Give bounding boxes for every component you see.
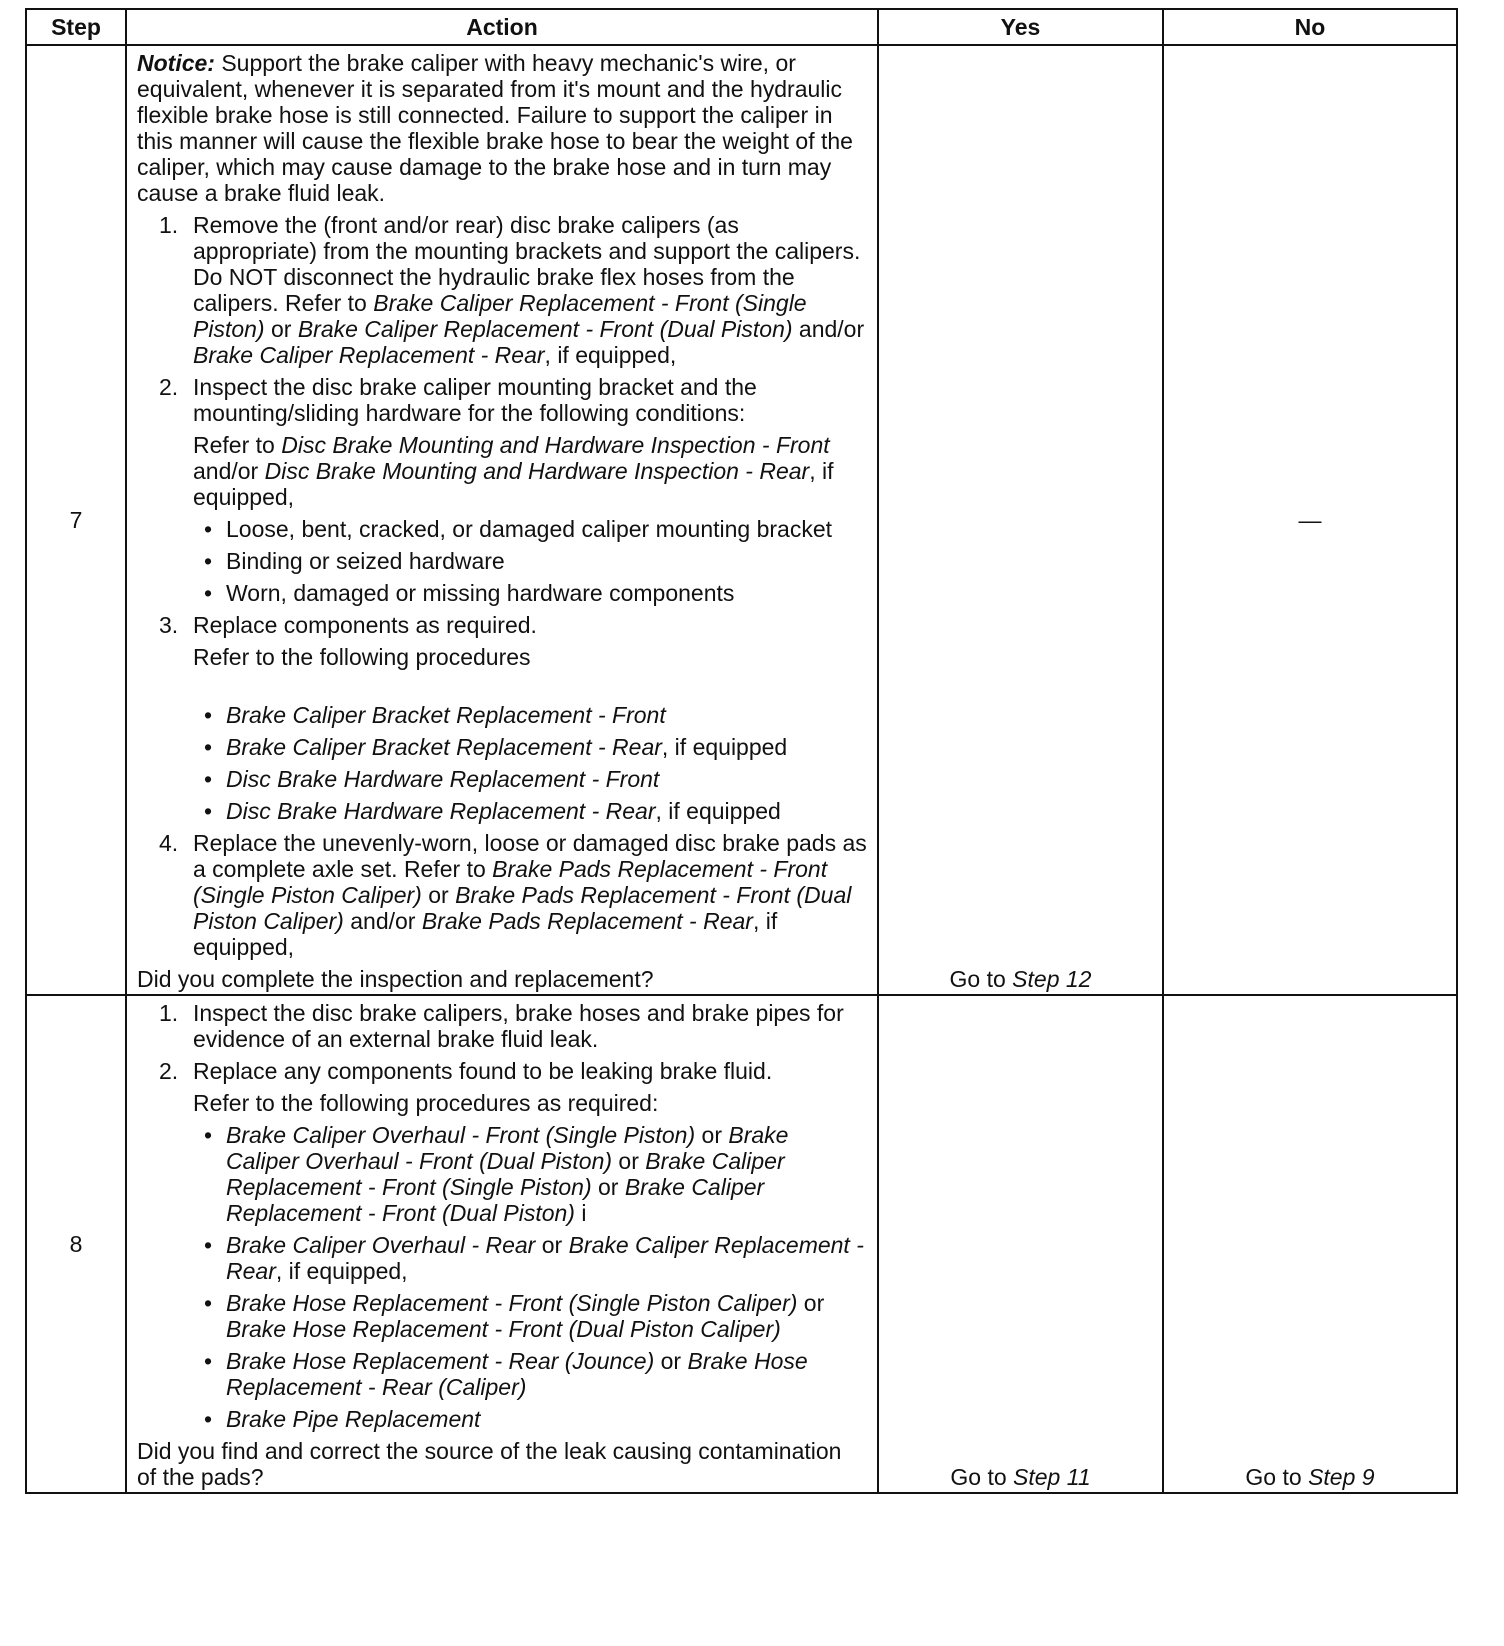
- item-text: or: [535, 1232, 569, 1258]
- goto-step-link: Step 9: [1308, 1464, 1375, 1490]
- list-item: [137, 1058, 867, 1432]
- procedure-list: [193, 702, 867, 824]
- item-text: Replace the unevenly-worn, loose or damaged disc brake pads as a complete axle set. Refer to: [193, 830, 867, 882]
- question-text: Did you find and correct the source of the leak causing contamination of the pads?: [137, 1438, 842, 1490]
- action-cell: [126, 45, 878, 995]
- procedure-reference: Disc Brake Hardware Replacement - Front: [226, 766, 660, 792]
- item-text: and/or: [343, 908, 422, 934]
- item-text: or: [654, 1348, 688, 1374]
- procedure-reference: Brake Hose Replacement - Rear (Jounce): [226, 1348, 655, 1374]
- procedure-reference: Brake Caliper Overhaul - Rear: [226, 1232, 536, 1258]
- procedure-reference: Disc Brake Hardware Replacement - Rear: [226, 798, 656, 824]
- list-item: [137, 1000, 867, 1052]
- notice-paragraph: [137, 50, 867, 206]
- procedure-reference: Brake Hose Replacement - Front (Single Piston Caliper): [226, 1290, 798, 1316]
- step-number: 7: [26, 45, 126, 995]
- refer-text: Refer to: [193, 432, 282, 458]
- item-text: or: [612, 1148, 646, 1174]
- item-text: or: [264, 316, 298, 342]
- bullet-item: [193, 1122, 867, 1226]
- procedure-reference: Brake Caliper Overhaul - Front (Dual Piston): [226, 1122, 789, 1174]
- list-item: [137, 830, 867, 960]
- bullet-item: • Loose, bent, cracked, or damaged caliper mounting bracket: [193, 516, 867, 542]
- item-text: or: [421, 882, 456, 908]
- table-row-step-8: [26, 995, 1457, 1493]
- bullet-item: [193, 1406, 867, 1432]
- header-no: No: [1163, 9, 1457, 45]
- diagnostic-table: [25, 8, 1458, 1494]
- goto-step-link: Step 11: [1013, 1464, 1091, 1490]
- goto-label: Go to: [1245, 1464, 1309, 1490]
- item-text: Remove the (front and/or rear) disc brake calipers (as appropriate) from the mounting brackets and support the calipers. Do NOT disconnect the hydraulic brake flex hoses from the calipers. Refer to: [193, 212, 861, 316]
- item-number: 4.: [159, 830, 179, 856]
- item-text: Inspect the disc brake calipers, brake hoses and brake pipes for evidence of an external brake fluid leak.: [193, 1000, 844, 1052]
- item-text: , if equipped,: [193, 908, 778, 960]
- procedure-list: [193, 1122, 867, 1432]
- item-text: , if equipped: [655, 798, 781, 824]
- procedure-reference: Brake Caliper Replacement - Rear: [193, 342, 545, 368]
- list-item: [137, 212, 867, 368]
- refer-paragraph: Refer to the following procedures as required:: [193, 1090, 659, 1116]
- bullet-item: [193, 1290, 867, 1342]
- item-text: Replace components as required.: [193, 612, 537, 638]
- procedure-reference: Brake Pipe Replacement: [226, 1406, 481, 1432]
- condition-list: [193, 516, 867, 606]
- step-number: 8: [26, 995, 126, 1493]
- no-cell: [1163, 45, 1457, 995]
- goto-label: Go to: [949, 966, 1013, 992]
- procedure-reference: Brake Hose Replacement - Front (Dual Piston Caliper): [226, 1316, 781, 1342]
- item-text: or: [695, 1122, 729, 1148]
- notice-label: Notice:: [137, 50, 215, 76]
- refer-text: and/or: [193, 458, 265, 484]
- item-text: , if equipped,: [544, 342, 677, 368]
- step-list: [137, 1000, 867, 1432]
- bullet-item: [193, 734, 867, 760]
- goto-label: Go to: [950, 1464, 1014, 1490]
- bullet-item: [193, 798, 867, 824]
- step-list: [137, 212, 867, 960]
- item-text: , if equipped,: [275, 1258, 408, 1284]
- procedure-reference: Brake Caliper Overhaul - Front (Single Piston): [226, 1122, 696, 1148]
- procedure-reference: Disc Brake Mounting and Hardware Inspection - Front: [281, 432, 830, 458]
- no-dash: —: [1298, 507, 1322, 533]
- procedure-reference: Brake Caliper Replacement - Front (Single Piston): [193, 290, 807, 342]
- refer-text: , if equipped,: [193, 458, 834, 510]
- bullet-item: • Worn, damaged or missing hardware components: [193, 580, 867, 606]
- procedure-reference: Disc Brake Mounting and Hardware Inspection - Rear: [264, 458, 810, 484]
- header-yes: Yes: [878, 9, 1163, 45]
- procedure-reference: Brake Caliper Replacement - Front (Dual Piston): [297, 316, 793, 342]
- item-text: i: [574, 1200, 587, 1226]
- procedure-reference: Brake Pads Replacement - Front (Dual Piston Caliper): [193, 882, 852, 934]
- item-number: 1.: [159, 1000, 179, 1026]
- item-text: or: [591, 1174, 625, 1200]
- table-row-step-7: [26, 45, 1457, 995]
- notice-text: Support the brake caliper with heavy mechanic's wire, or equivalent, whenever it is separated from it's mount and the hydraulic flexible brake hose is still connected. Failure to support the caliper in this manner will cause the flexible brake hose to bear the weight of the caliper, which may cause damage to the brake hose and in turn may cause a brake fluid leak.: [137, 50, 853, 206]
- procedure-reference: Brake Caliper Replacement - Front (Single Piston): [226, 1148, 785, 1200]
- action-cell: [126, 995, 878, 1493]
- bullet-item: [193, 766, 867, 792]
- item-text: and/or: [792, 316, 865, 342]
- procedure-reference: Brake Hose Replacement - Rear (Caliper): [226, 1348, 808, 1400]
- list-item: [137, 612, 867, 824]
- item-text: or: [797, 1290, 825, 1316]
- refer-paragraph: [193, 432, 867, 510]
- procedure-reference: Brake Caliper Bracket Replacement - Front: [226, 702, 666, 728]
- question-text: Did you complete the inspection and replacement?: [137, 966, 654, 992]
- no-cell: [1163, 995, 1457, 1493]
- header-action: Action: [126, 9, 878, 45]
- header-row: [26, 9, 1457, 45]
- bullet-item: [193, 1232, 867, 1284]
- header-step: Step: [26, 9, 126, 45]
- procedure-reference: Brake Caliper Replacement - Front (Dual Piston): [226, 1174, 765, 1226]
- item-number: 3.: [159, 612, 179, 638]
- item-number: 1.: [159, 212, 179, 238]
- bullet-item: [193, 702, 867, 728]
- item-number: 2.: [159, 374, 179, 400]
- item-text: Replace any components found to be leaking brake fluid.: [193, 1058, 773, 1084]
- item-text: Inspect the disc brake caliper mounting bracket and the mounting/sliding hardware for the following conditions:: [193, 374, 757, 426]
- yes-cell: [878, 45, 1163, 995]
- item-text: , if equipped: [661, 734, 788, 760]
- yes-cell: [878, 995, 1163, 1493]
- bullet-item: • Binding or seized hardware: [193, 548, 867, 574]
- refer-paragraph: Refer to the following procedures: [193, 644, 531, 670]
- list-item: [137, 374, 867, 606]
- procedure-reference: Brake Pads Replacement - Front (Single Piston Caliper): [193, 856, 828, 908]
- bullet-item: [193, 1348, 867, 1400]
- procedure-reference: Brake Caliper Bracket Replacement - Rear: [226, 734, 662, 760]
- item-number: 2.: [159, 1058, 179, 1084]
- procedure-reference: Brake Caliper Replacement - Rear: [226, 1232, 864, 1284]
- procedure-reference: Brake Pads Replacement - Rear: [421, 908, 753, 934]
- goto-step-link: Step 12: [1012, 966, 1092, 992]
